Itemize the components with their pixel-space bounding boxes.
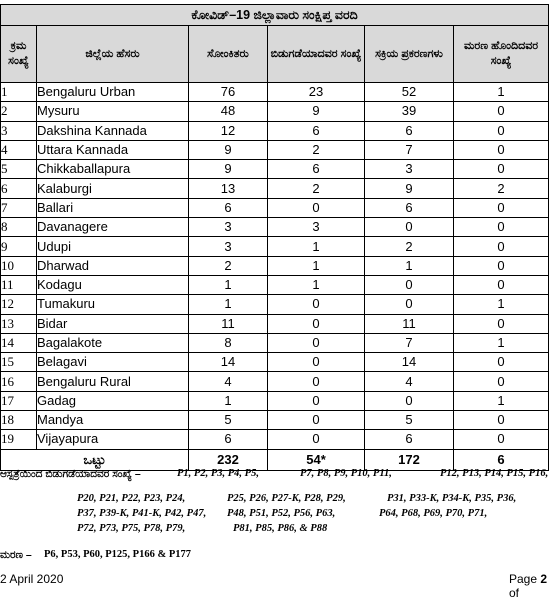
cell-active: 9 bbox=[365, 179, 454, 198]
cell-active: 6 bbox=[365, 121, 454, 140]
table-row bbox=[1, 218, 549, 237]
cell-sl: 17 bbox=[1, 391, 37, 410]
cell-active: 11 bbox=[365, 314, 454, 333]
cell-sl: 13 bbox=[1, 314, 37, 333]
cell-discharged: 0 bbox=[268, 198, 365, 217]
cell-deaths: 0 bbox=[454, 353, 549, 372]
table-row bbox=[1, 256, 549, 275]
cell-infected: 4 bbox=[189, 372, 268, 391]
cell-infected: 12 bbox=[189, 121, 268, 140]
table-header-row bbox=[1, 26, 549, 83]
cell-deaths: 1 bbox=[454, 83, 549, 102]
cell-active: 4 bbox=[365, 372, 454, 391]
footer-page bbox=[509, 572, 560, 600]
cell-infected: 11 bbox=[189, 314, 268, 333]
cell-infected: 2 bbox=[189, 256, 268, 275]
cell-deaths: 0 bbox=[454, 256, 549, 275]
cell-active: 0 bbox=[365, 275, 454, 294]
cell-infected: 3 bbox=[189, 237, 268, 256]
cell-district: Udupi bbox=[37, 237, 189, 256]
cell-sl: 19 bbox=[1, 430, 37, 449]
cell-discharged: 0 bbox=[268, 411, 365, 430]
cell-district: Kalaburgi bbox=[37, 179, 189, 198]
discharge-line-4-a: P72, P73, P75, P78, P79, bbox=[77, 523, 186, 534]
footer-page-suffix: of bbox=[509, 586, 520, 600]
table-row bbox=[1, 295, 549, 314]
header-district: ಜಿಲ್ಲೆಯ ಹೆಸರು bbox=[37, 26, 189, 83]
table-row bbox=[1, 160, 549, 179]
cell-active: 0 bbox=[365, 218, 454, 237]
cell-district: Gadag bbox=[37, 391, 189, 410]
cell-district: Mandya bbox=[37, 411, 189, 430]
cell-infected: 6 bbox=[189, 198, 268, 217]
cell-active: 6 bbox=[365, 198, 454, 217]
cell-district: Dakshina Kannada bbox=[37, 121, 189, 140]
cell-infected: 6 bbox=[189, 430, 268, 449]
table-row bbox=[1, 314, 549, 333]
total-active: 172 bbox=[365, 449, 454, 470]
table-row bbox=[1, 237, 549, 256]
discharge-line-2-c: P31, P33-K, P34-K, P35, P36, bbox=[387, 493, 517, 504]
death-label: ಮರಣ – bbox=[0, 549, 32, 561]
cell-district: Bagalakote bbox=[37, 333, 189, 352]
cell-active: 0 bbox=[365, 391, 454, 410]
discharge-line-2-a: P20, P21, P22, P23, P24, bbox=[77, 493, 186, 504]
cell-deaths: 0 bbox=[454, 411, 549, 430]
cell-discharged: 3 bbox=[268, 218, 365, 237]
cell-sl: 11 bbox=[1, 275, 37, 294]
cell-deaths: 0 bbox=[454, 198, 549, 217]
cell-sl: 8 bbox=[1, 218, 37, 237]
notes-section bbox=[0, 468, 560, 568]
death-list: P6, P53, P60, P125, P166 & P177 bbox=[44, 549, 191, 560]
cell-active: 1 bbox=[365, 256, 454, 275]
cell-district: Ballari bbox=[37, 198, 189, 217]
cell-infected: 13 bbox=[189, 179, 268, 198]
cell-district: Belagavi bbox=[37, 353, 189, 372]
cell-discharged: 1 bbox=[268, 237, 365, 256]
header-infected: ಸೋಂಕಿತರು bbox=[189, 26, 268, 83]
cell-deaths: 0 bbox=[454, 140, 549, 159]
discharge-line-1-c: P12, P13, P14, P15, P16, bbox=[440, 468, 549, 479]
cell-district: Vijayapura bbox=[37, 430, 189, 449]
cell-discharged: 1 bbox=[268, 256, 365, 275]
total-row bbox=[1, 449, 549, 470]
table-row bbox=[1, 198, 549, 217]
cell-deaths: 0 bbox=[454, 314, 549, 333]
cell-deaths: 0 bbox=[454, 218, 549, 237]
header-active: ಸಕ್ರಿಯ ಪ್ರಕರಣಗಳು bbox=[365, 26, 454, 83]
cell-district: Davanagere bbox=[37, 218, 189, 237]
cell-active: 7 bbox=[365, 140, 454, 159]
cell-discharged: 6 bbox=[268, 121, 365, 140]
cell-sl: 2 bbox=[1, 102, 37, 121]
cell-active: 5 bbox=[365, 411, 454, 430]
header-discharged: ಬಿಡುಗಡೆಯಾದವರ ಸಂಖ್ಯೆ bbox=[268, 26, 365, 83]
cell-infected: 8 bbox=[189, 333, 268, 352]
table-row bbox=[1, 83, 549, 102]
cell-discharged: 0 bbox=[268, 372, 365, 391]
cell-infected: 76 bbox=[189, 83, 268, 102]
cell-sl: 16 bbox=[1, 372, 37, 391]
table-row bbox=[1, 121, 549, 140]
cell-infected: 9 bbox=[189, 160, 268, 179]
cell-sl: 6 bbox=[1, 179, 37, 198]
cell-sl: 5 bbox=[1, 160, 37, 179]
cell-active: 7 bbox=[365, 333, 454, 352]
discharge-line-4-b: P81, P85, P86, & P88 bbox=[233, 523, 328, 534]
covid-district-table bbox=[0, 4, 549, 471]
cell-discharged: 9 bbox=[268, 102, 365, 121]
cell-district: Dharwad bbox=[37, 256, 189, 275]
cell-active: 14 bbox=[365, 353, 454, 372]
cell-district: Uttara Kannada bbox=[37, 140, 189, 159]
cell-sl: 1 bbox=[1, 83, 37, 102]
cell-active: 0 bbox=[365, 295, 454, 314]
cell-infected: 9 bbox=[189, 140, 268, 159]
cell-infected: 1 bbox=[189, 275, 268, 294]
table-row bbox=[1, 333, 549, 352]
cell-sl: 18 bbox=[1, 411, 37, 430]
cell-discharged: 6 bbox=[268, 160, 365, 179]
cell-active: 2 bbox=[365, 237, 454, 256]
cell-deaths: 1 bbox=[454, 391, 549, 410]
cell-discharged: 23 bbox=[268, 83, 365, 102]
table-row bbox=[1, 102, 549, 121]
cell-discharged: 0 bbox=[268, 295, 365, 314]
cell-active: 3 bbox=[365, 160, 454, 179]
footer-page-number: 2 bbox=[540, 572, 548, 586]
cell-infected: 14 bbox=[189, 353, 268, 372]
discharge-line-3-c: P64, P68, P69, P70, P71, bbox=[379, 508, 488, 519]
table-row bbox=[1, 353, 549, 372]
total-label: ಒಟ್ಟು bbox=[1, 449, 189, 470]
discharge-label: ಆಸ್ಪತ್ರೆಯಿಂದ ಬಿಡುಗಡೆಯಾದವರ ಸಂಖ್ಯೆ – bbox=[0, 468, 141, 480]
discharge-line-3-b: P48, P51, P52, P56, P63, bbox=[227, 508, 336, 519]
cell-district: Mysuru bbox=[37, 102, 189, 121]
cell-infected: 48 bbox=[189, 102, 268, 121]
cell-district: Bengaluru Rural bbox=[37, 372, 189, 391]
discharge-line-2-b: P25, P26, P27-K, P28, P29, bbox=[227, 493, 346, 504]
footer-page-prefix: Page bbox=[509, 572, 541, 586]
cell-deaths: 0 bbox=[454, 121, 549, 140]
cell-deaths: 0 bbox=[454, 160, 549, 179]
cell-sl: 7 bbox=[1, 198, 37, 217]
cell-deaths: 2 bbox=[454, 179, 549, 198]
footer-date: 2 April 2020 bbox=[0, 572, 64, 586]
table-row bbox=[1, 430, 549, 449]
cell-deaths: 1 bbox=[454, 333, 549, 352]
cell-discharged: 0 bbox=[268, 391, 365, 410]
cell-sl: 10 bbox=[1, 256, 37, 275]
cell-deaths: 0 bbox=[454, 275, 549, 294]
header-deaths: ಮರಣ ಹೊಂದಿದವರ ಸಂಖ್ಯೆ bbox=[454, 26, 549, 83]
cell-sl: 12 bbox=[1, 295, 37, 314]
cell-deaths: 0 bbox=[454, 372, 549, 391]
total-discharged: 54* bbox=[268, 449, 365, 470]
cell-discharged: 2 bbox=[268, 179, 365, 198]
cell-sl: 9 bbox=[1, 237, 37, 256]
cell-district: Tumakuru bbox=[37, 295, 189, 314]
table-row bbox=[1, 275, 549, 294]
cell-deaths: 1 bbox=[454, 295, 549, 314]
cell-deaths: 0 bbox=[454, 237, 549, 256]
report-title: ಕೋವಿಡ್–19 ಜಿಲ್ಲಾವಾರು ಸಂಕ್ಷಿಪ್ತ ವರದಿ bbox=[1, 5, 549, 26]
discharge-line-3-a: P37, P39-K, P41-K, P42, P47, bbox=[77, 508, 207, 519]
cell-discharged: 0 bbox=[268, 314, 365, 333]
cell-active: 6 bbox=[365, 430, 454, 449]
table-body bbox=[1, 83, 549, 450]
cell-discharged: 2 bbox=[268, 140, 365, 159]
cell-active: 52 bbox=[365, 83, 454, 102]
cell-infected: 1 bbox=[189, 295, 268, 314]
table-row bbox=[1, 411, 549, 430]
cell-district: Kodagu bbox=[37, 275, 189, 294]
cell-infected: 1 bbox=[189, 391, 268, 410]
cell-district: Chikkaballapura bbox=[37, 160, 189, 179]
table-row bbox=[1, 140, 549, 159]
header-sl: ಕ್ರಮ ಸಂಖ್ಯೆ bbox=[1, 26, 37, 83]
discharge-line-1-b: P7, P8, P9, P10, P11, bbox=[300, 468, 392, 479]
cell-deaths: 0 bbox=[454, 430, 549, 449]
total-infected: 232 bbox=[189, 449, 268, 470]
cell-infected: 5 bbox=[189, 411, 268, 430]
cell-discharged: 0 bbox=[268, 430, 365, 449]
cell-sl: 4 bbox=[1, 140, 37, 159]
cell-district: Bengaluru Urban bbox=[37, 83, 189, 102]
table-row bbox=[1, 391, 549, 410]
table-row bbox=[1, 179, 549, 198]
discharge-line-1-a: P1, P2, P3, P4, P5, bbox=[177, 468, 259, 479]
cell-discharged: 0 bbox=[268, 353, 365, 372]
cell-sl: 14 bbox=[1, 333, 37, 352]
cell-active: 39 bbox=[365, 102, 454, 121]
cell-discharged: 1 bbox=[268, 275, 365, 294]
table-row bbox=[1, 372, 549, 391]
cell-deaths: 0 bbox=[454, 102, 549, 121]
cell-infected: 3 bbox=[189, 218, 268, 237]
cell-discharged: 0 bbox=[268, 333, 365, 352]
total-deaths: 6 bbox=[454, 449, 549, 470]
cell-sl: 3 bbox=[1, 121, 37, 140]
table-title-row bbox=[1, 5, 549, 26]
cell-district: Bidar bbox=[37, 314, 189, 333]
cell-sl: 15 bbox=[1, 353, 37, 372]
